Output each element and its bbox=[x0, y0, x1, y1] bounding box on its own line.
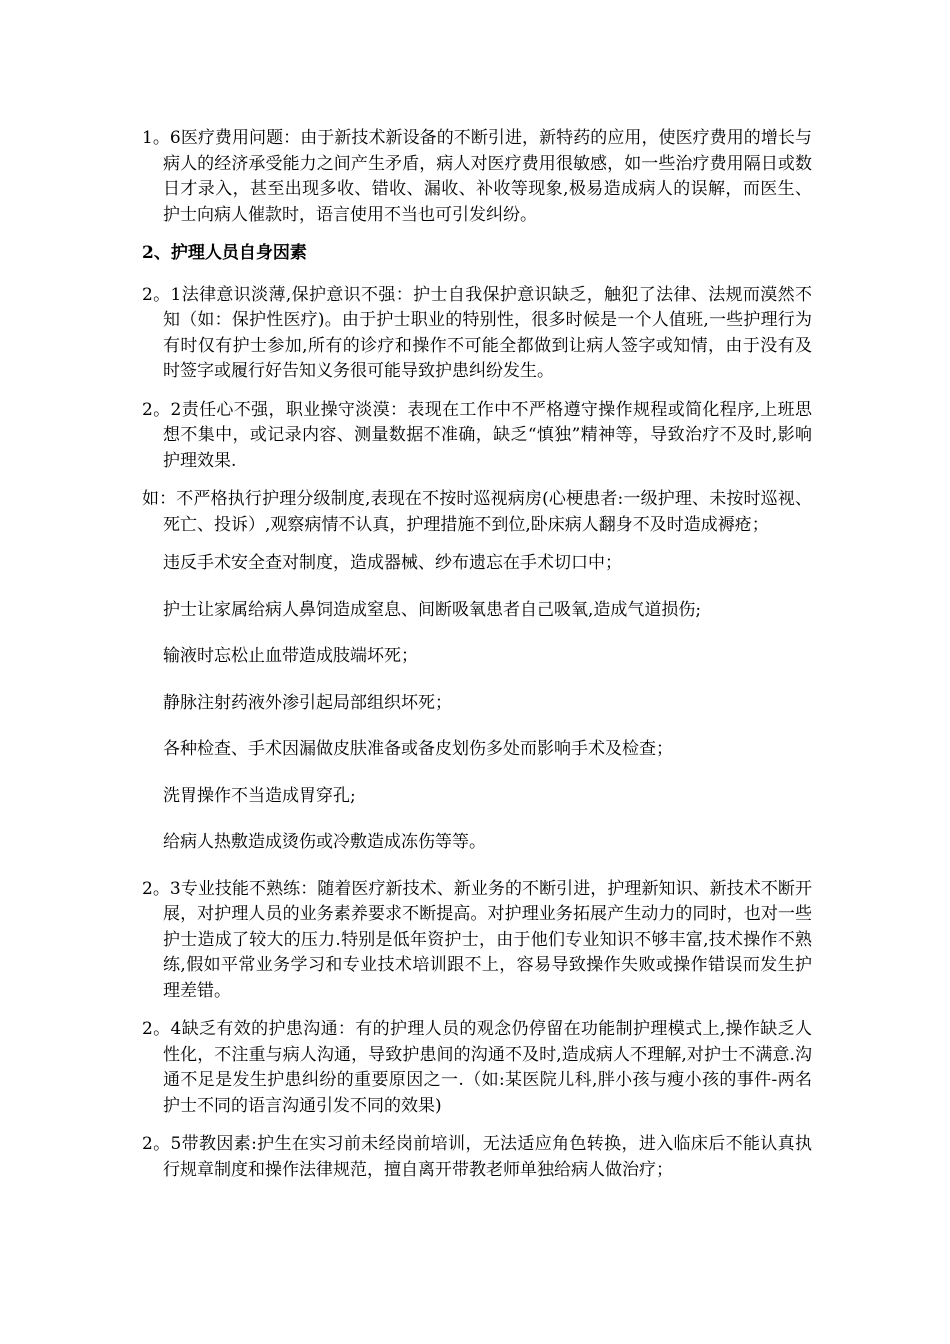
paragraph-2-5: 2。5带教因素:护生在实习前未经岗前培训，无法适应角色转换，进入临床后不能认真执行规章制度和操作法律规范，擅自离开带教老师单独给病人做治疗； bbox=[142, 1134, 812, 1180]
example-item: 静脉注射药液外渗引起局部组织坏死； bbox=[163, 692, 452, 713]
paragraph-1-6: 1。6医疗费用问题：由于新技术新设备的不断引进，新特药的应用，使医疗费用的增长与病人的经济承受能力之间产生矛盾，病人对医疗费用很敏感，如一些治疗费用隔日或数日才录入，甚至出现多收、错收、漏收、补收等现象,极易造成病人的误解，而医生、护士向病人催款时，语言使用不当也可引发纠纷。 bbox=[142, 128, 812, 225]
document-page bbox=[142, 126, 812, 1196]
example-item: 护士让家属给病人鼻饲造成窒息、间断吸氧患者自己吸氧,造成气道损伤; bbox=[163, 599, 702, 620]
example-item: 洗胃操作不当造成胃穿孔; bbox=[163, 785, 356, 806]
example-item: 违反手术安全查对制度，造成器械、纱布遗忘在手术切口中； bbox=[163, 553, 622, 573]
example-item: 给病人热敷造成烫伤或冷敷造成冻伤等等。 bbox=[163, 832, 486, 852]
paragraph-example-intro: 如：不严格执行护理分级制度,表现在不按时巡视病房(心梗患者:一级护理、未按时巡视、死亡、投诉）,观察病情不认真，护理措施不到位,卧床病人翻身不及时造成褥疮； bbox=[142, 489, 812, 535]
paragraph-2-3: 2。3专业技能不熟练：随着医疗新技术、新业务的不断引进，护理新知识、新技术不断开展，对护理人员的业务素养要求不断提高。对护理业务拓展产生动力的同时，也对一些护士造成了较大的压力.特别是低年资护士，由于他们专业知识不够丰富,技术操作不熟练,假如平常业务学习和专业技术培训跟不上，容易导致操作失败或操作错误而发生护理差错。 bbox=[142, 878, 812, 1001]
paragraph-2-2: 2。2责任心不强，职业操守淡漠：表现在工作中不严格遵守操作规程或简化程序,上班思想不集中，或记录内容、测量数据不准确，缺乏“慎独”精神等，导致治疗不及时,影响护理效果. bbox=[142, 399, 812, 471]
example-item: 各种检查、手术因漏做皮肤准备或备皮划伤多处而影响手术及检查； bbox=[163, 739, 673, 759]
paragraph-2-4: 2。4缺乏有效的护患沟通：有的护理人员的观念仍停留在功能制护理模式上,操作缺乏人性化，不注重与病人沟通，导致护患间的沟通不及时,造成病人不理解,对护士不满意.沟通不足是发生护患纠纷的重要原因之一.（如:某医院儿科,胖小孩与瘦小孩的事件-两名护士不同的语言沟通引发不同的效果) bbox=[142, 1019, 812, 1116]
example-item: 输液时忘松止血带造成肢端坏死； bbox=[163, 646, 418, 666]
section-heading-2: 2、护理人员自身因素 bbox=[142, 243, 307, 263]
paragraph-2-1: 2。1法律意识淡薄,保护意识不强：护士自我保护意识缺乏，触犯了法律、法规而漠然不知（如：保护性医疗)。由于护士职业的特别性，很多时候是一个人值班,一些护理行为有时仅有护士参加,所有的诊疗和操作不可能全都做到让病人签字或知情，由于没有及时签字或履行好告知义务很可能导致护患纠纷发生。 bbox=[142, 284, 812, 381]
